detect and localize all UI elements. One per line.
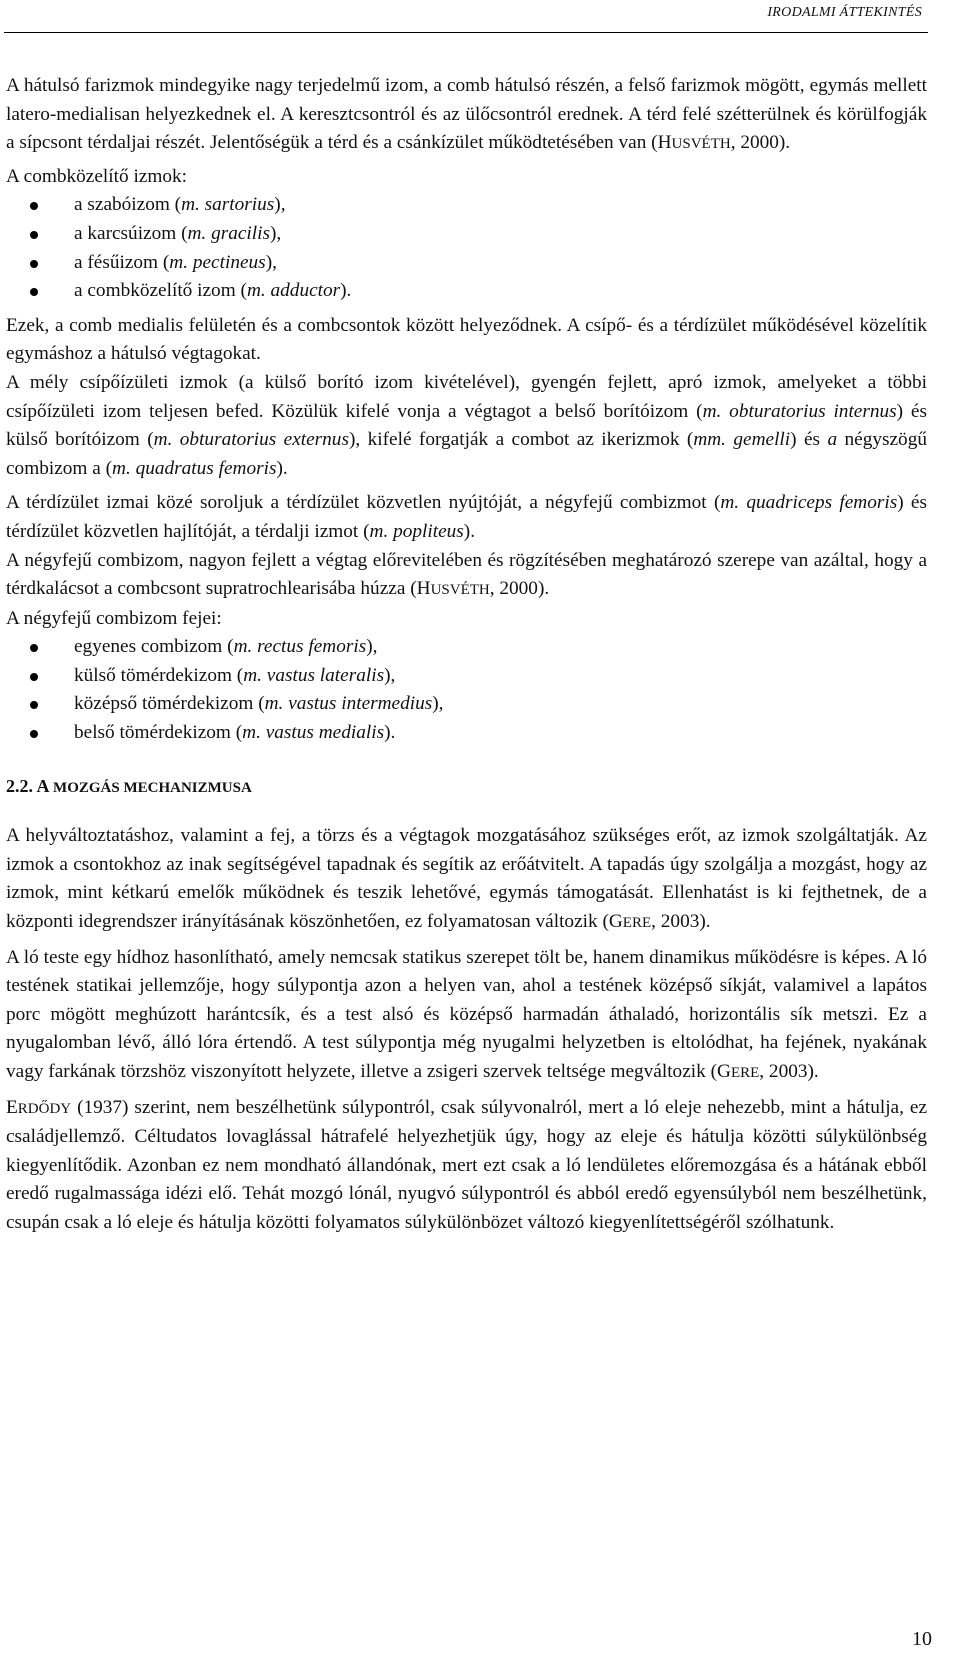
running-header: IRODALMI ÁTTEKINTÉS [767,5,922,20]
paragraph-locomotion-muscles: A helyváltoztatáshoz, valamint a fej, a törzs és a végtagok mozgatásához szükséges erőt, az izmok szolgáltatják. Az izmok a csontokhoz az inak segítségével tapadnak és segítik az erőátvitelt. A tapadás úgy szolgálja a mozgást, hogy az izmok, mint kétkarú emelők működnek és teszik lehetővé, egymás támogatását. Ellenhatást is ki fejthetnek, de a központi idegrendszer irányításának köszönhetően, ez folyamatosan változik (GERE, 2003). [6,825,927,933]
list-item: egyenes combizom (m. rectus femoris), [6,633,927,662]
paragraph-adductors-location: Ezek, a comb medialis felületén és a combcsontok között helyeződnek. A csípő- és a térdízület működésével közelítik egymáshoz a hátulsó végtagokat. [6,314,927,365]
list-item: középső tömérdekizom (m. vastus intermedius), [6,690,927,719]
page-number: 10 [912,1628,932,1650]
page-body [6,72,927,1238]
quadriceps-intro: A négyfejű combizom fejei: [6,607,222,629]
list-item: belső tömérdekizom (m. vastus medialis). [6,719,927,748]
paragraph-center-of-gravity: A ló teste egy hídhoz hasonlítható, amely nemcsak statikus szerepet tölt be, hanem dinamikus működésre is képes. A ló testének statikai jellemzője, hogy súlypontja azon a helyen van, ahol a testének középső síkját, valamivel a lapátos porc mögött meghúzott harántcsík, és a test alsó és középső harmadán áthaladó, horizontális sík metszi. Ez a nyugalomban lévő, álló lóra értendő. A test súlypontja még nyugalmi helyzetben is eltolódhat, ha fejének, nyakának vagy farkának törzshöz viszonyított helyzete, illetve a zsigeri szervek teltsége megváltozik (GERE, 2003). [6,946,927,1082]
list-item: a karcsúizom (m. gracilis), [6,220,927,249]
list-item: a combközelítő izom (m. adductor). [6,277,927,306]
paragraph-hamstrings: A hátulsó farizmok mindegyike nagy terjedelmű izom, a comb hátulsó részén, a felső farizmok mögött, egymás mellett latero-medialisan helyezkednek el. A keresztcsontról és az ülőcsontról erednek. A térd felé szétterülnek és körülfogják a sípcsont térdaljai részét. Jelentőségük a térd és a csánkízület működtetésében van (HUSVÉTH, 2000). [6,75,927,154]
quadriceps-list [6,633,927,747]
paragraph-erdody: ERDŐDY (1937) szerint, nem beszélhetünk súlypontról, csak súlyvonalról, mert a ló eleje nehezebb, mint a hátulja, ez családjellemző. Céltudatos lovaglással hátrafelé helyezhetjük úgy, hogy az eleje és hátulja közötti súlykülönbség kiegyenlítődik. Azonban ez nem mondható állandónak, mert ezt csak a ló lendületes előremozgása és a hátának ebből eredő rugalmassága idézi elő. Tehát mozgó lónál, nyugvó súlypontról és abból eredő egyensúlyból nem beszélhetünk, csupán csak a ló eleje és hátulja közötti folyamatos súlykülönbözet változó kiegyenlítettségéről szólhatunk. [6,1096,927,1233]
adductors-intro: A combközelítő izmok: [6,165,187,187]
list-item: a szabóizom (m. sartorius), [6,191,927,220]
list-item: külső tömérdekizom (m. vastus lateralis), [6,662,927,691]
adductors-list [6,191,927,305]
section-heading: 2.2. A MOZGÁS MECHANIZMUSA [6,775,252,796]
list-item: a fésűizom (m. pectineus), [6,249,927,278]
paragraph-quadriceps: A négyfejű combizom, nagyon fejlett a végtag előrevitelében és rögzítésében meghatározó szerepe van azáltal, hogy a térdkalácsot a combcsont supratrochlearisába húzza (HUSVÉTH, 2000). [6,549,927,600]
header-rule [4,32,928,33]
paragraph-knee-muscles: A térdízület izmai közé soroljuk a térdízület közvetlen nyújtóját, a négyfejű combizmot (m. quadriceps femoris) és térdízület közvetlen hajlítóját, a térdalji izmot (m. popliteus). [6,492,927,542]
paragraph-deep-hip-muscles: A mély csípőízületi izmok (a külső borító izom kivételével), gyengén fejlett, apró izmok, amelyeket a többi csípőízületi izom teljesen befed. Közülük kifelé vonja a végtagot a belső borítóizom (m. obturatorius internus) és külső borítóizom (m. obturatorius externus), kifelé forgatják a combot az ikerizmok (mm. gemelli) és a négyszögű combizom a (m. quadratus femoris). [6,371,927,479]
